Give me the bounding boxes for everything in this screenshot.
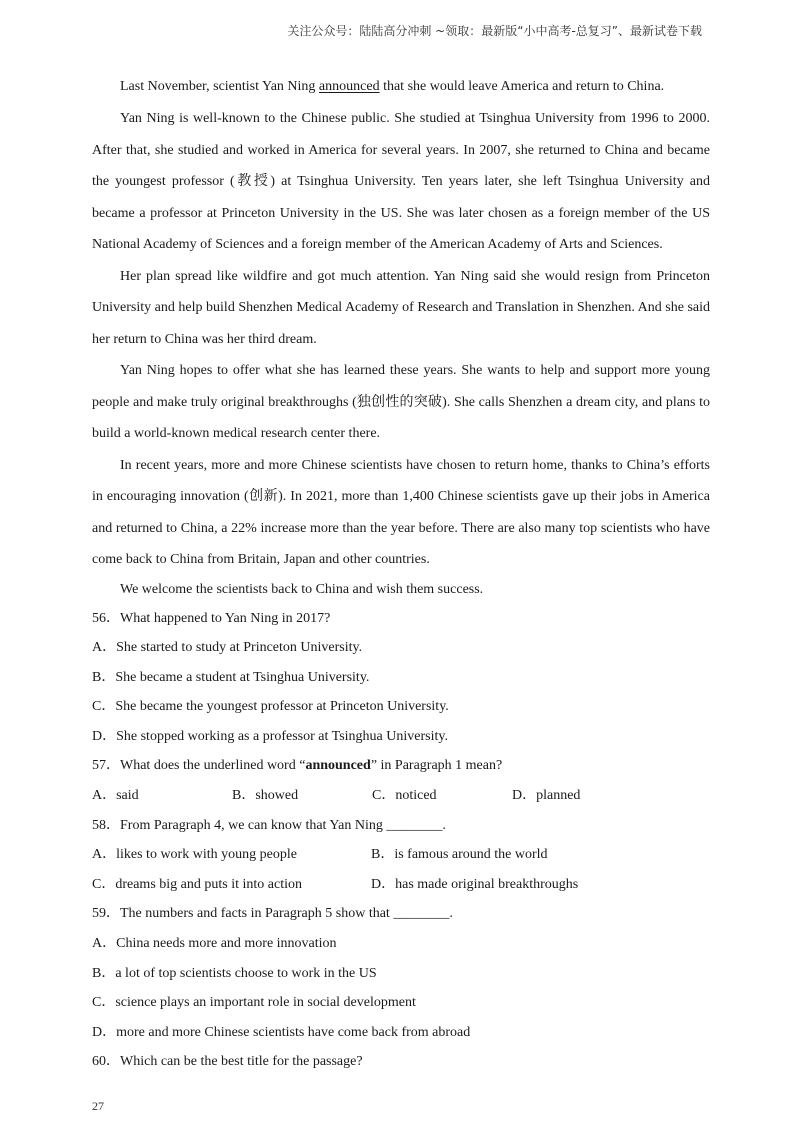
passage-paragraph-1 [92, 74, 710, 100]
options-row [92, 870, 710, 900]
options-row [92, 840, 710, 870]
question-stem: 59．The numbers and facts in Paragraph 5 show that ________. [92, 906, 453, 922]
p1-text-before: Last November, scientist Yan Ning [120, 79, 319, 94]
option-b: B．a lot of top scientists choose to work in the US [92, 965, 377, 981]
page-number: 27 [92, 1099, 104, 1113]
question-stem: 56．What happened to Yan Ning in 2017? [92, 610, 331, 626]
question-58 [92, 811, 710, 900]
passage-paragraph-5: In recent years, more and more Chinese scientists have chosen to return home, thanks to China’s efforts in encouraging innovation (创新). In 2021, more than 1,400 Chinese scientists gave up their jobs in America and returned to China, a 22% increase more than the year before. There are also many top scientists who have come back to China from Britain, Japan and other countries. [92, 457, 710, 567]
question-stem: 60．Which can be the best title for the passage? [92, 1054, 363, 1070]
question-stem: 58．From Paragraph 4, we can know that Yan Ning ________. [92, 817, 446, 833]
stem-bold-word: announced [305, 758, 371, 774]
question-57 [92, 751, 710, 810]
option-b: B．is famous around the world [371, 847, 548, 863]
option-d: D．more and more Chinese scientists have come back from abroad [92, 1024, 471, 1040]
passage-paragraph-4: Yan Ning hopes to offer what she has learned these years. She wants to help and support more young people and make truly original breakthroughs (独创性的突破). She calls Shenzhen a dream city, and plans to build a world-known medical research center there. [92, 363, 710, 441]
option-c: C．noticed [372, 788, 437, 804]
p1-text-after: that she would leave America and return to China. [379, 79, 665, 94]
option-d: D．planned [512, 788, 581, 804]
page-header-banner: 关注公众号：陆陆高分冲刺 ~领取：最新版“小中高考-总复习”、最新试卷下载 [287, 24, 702, 38]
question-60 [92, 1047, 710, 1077]
passage-paragraph-3: Her plan spread like wildfire and got much attention. Yan Ning said she would resign from Princeton University and help build Shenzhen Medical Academy of Research and Translation in Shenzhen. And she said her return to China was her third dream. [92, 268, 710, 347]
option-c: C．dreams big and puts it into action [92, 876, 302, 892]
stem-text-after: ” in Paragraph 1 mean? [370, 758, 503, 774]
option-c: C．science plays an important role in social development [92, 995, 416, 1011]
document-body [92, 74, 710, 1077]
options-row [92, 781, 710, 811]
passage-paragraph-6: We welcome the scientists back to China and wish them success. [120, 581, 484, 597]
option-c: C．She became the youngest professor at Princeton University. [92, 699, 449, 715]
option-d: D．She stopped working as a professor at Tsinghua University. [92, 728, 448, 744]
stem-text-before: 57．What does the underlined word “ [92, 758, 306, 774]
question-59 [92, 899, 710, 1047]
option-b: B．showed [232, 788, 299, 804]
option-a: A．She started to study at Princeton University. [92, 640, 363, 656]
question-stem [92, 751, 710, 781]
underlined-word-announced: announced [318, 79, 380, 94]
option-d: D．has made original breakthroughs [371, 876, 579, 892]
option-a: A．likes to work with young people [92, 847, 297, 863]
passage-paragraph-2: Yan Ning is well-known to the Chinese public. She studied at Tsinghua University from 1996 to 2000. After that, she studied and worked in America for several years. In 2007, she returned to China and became the youngest professor (教授) at Tsinghua University. Ten years later, she left Tsinghua University and became a professor at Princeton University in the US. She was later chosen as a foreign member of the US National Academy of Sciences and a foreign member of the American Academy of Arts and Sciences. [92, 111, 710, 252]
option-a: A．said [92, 788, 139, 804]
option-a: A．China needs more and more innovation [92, 936, 337, 952]
option-b: B．She became a student at Tsinghua University. [92, 669, 370, 685]
question-56 [92, 604, 710, 752]
